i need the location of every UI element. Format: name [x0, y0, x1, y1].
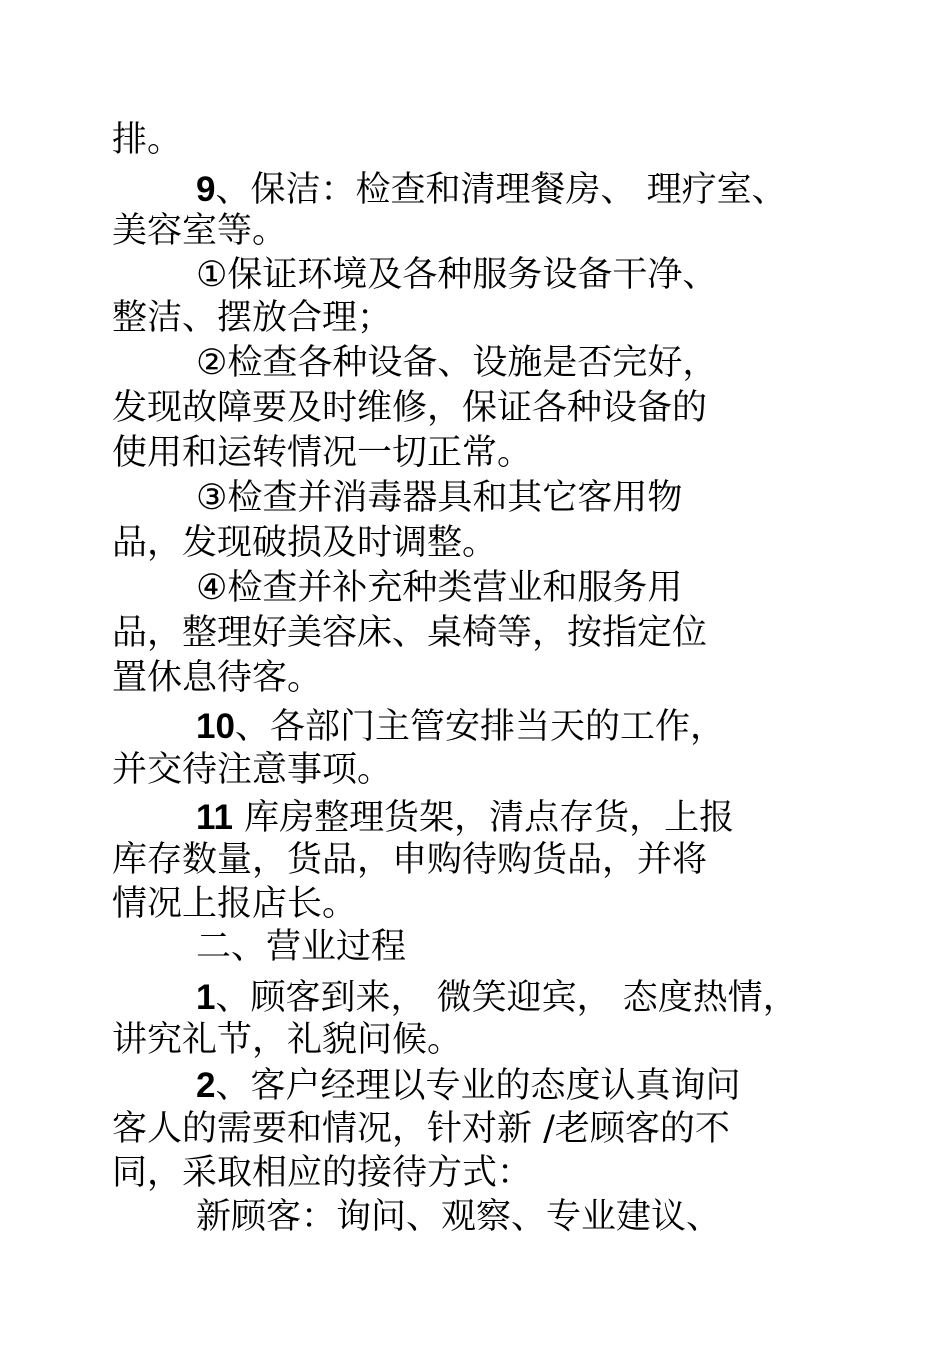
line-text: 置休息待客。 — [112, 658, 323, 698]
text-line — [196, 168, 787, 212]
line-text: 使用和运转情况一切正常。 — [112, 433, 533, 473]
text-line — [112, 748, 392, 792]
line-text: 、保洁：检查和清理餐房、 理疗室、 — [215, 170, 787, 210]
text-line — [196, 1195, 721, 1239]
text-line — [112, 838, 707, 882]
text-line — [112, 118, 182, 162]
text-line — [196, 1064, 740, 1108]
line-text: ③检查并消毒器具和其它客用物 — [196, 478, 683, 518]
line-text: 二、营业过程 — [196, 927, 407, 967]
line-text: 、各部门主管安排当天的工作， — [234, 707, 725, 747]
line-text: 美容室等。 — [112, 211, 288, 251]
item-number: 2 — [196, 1066, 216, 1105]
line-text: 讲究礼节，礼貌问候。 — [112, 1020, 463, 1060]
text-line — [196, 796, 734, 840]
line-text: ④检查并补充种类营业和服务用 — [196, 568, 683, 608]
line-text: 排。 — [112, 120, 183, 160]
line-text: ①保证环境及各种服务设备干净、 — [196, 255, 718, 295]
line-text: 同，采取相应的接待方式： — [112, 1153, 533, 1193]
text-line — [196, 476, 682, 520]
text-line — [112, 1018, 462, 1062]
line-text: 品，发现破损及时调整。 — [112, 523, 498, 563]
item-number: 11 — [196, 798, 233, 837]
text-line — [196, 566, 682, 610]
item-number: 9 — [196, 170, 216, 209]
text-line — [112, 882, 357, 926]
text-line — [112, 386, 707, 430]
text-line — [196, 976, 798, 1020]
item-number: 1 — [196, 978, 216, 1017]
line-text: 发现故障要及时维修，保证各种设备的 — [112, 388, 708, 428]
text-line — [196, 341, 717, 385]
text-line — [112, 296, 392, 340]
text-line — [112, 209, 287, 253]
text-line — [112, 521, 497, 565]
line-text: 并交待注意事项。 — [112, 750, 393, 790]
text-line — [196, 253, 717, 297]
line-text: ②检查各种设备、设施是否完好， — [196, 343, 718, 383]
text-line — [112, 1107, 730, 1151]
line-text: 库存数量，货品，申购待购货品，并将 — [112, 840, 708, 880]
text-line — [112, 1151, 532, 1195]
line-text: 、客户经理以专业的态度认真询问 — [215, 1066, 741, 1106]
text-line — [196, 705, 725, 749]
item-number: 10 — [196, 707, 235, 746]
line-text: 情况上报店长。 — [112, 884, 358, 924]
line-text: 、顾客到来， 微笑迎宾， 态度热情， — [215, 978, 798, 1018]
line-text: 整洁、摆放合理； — [112, 298, 393, 338]
text-line — [112, 611, 707, 655]
text-line — [112, 656, 322, 700]
line-text: 客人的需要和情况，针对新 /老顾客的不 — [112, 1109, 730, 1149]
line-text: 库房整理货架，清点存货，上报 — [233, 798, 735, 838]
line-text: 品，整理好美容床、桌椅等，按指定位 — [112, 613, 708, 653]
text-line — [112, 431, 532, 475]
line-text: 新顾客：询问、观察、专业建议、 — [196, 1197, 722, 1237]
section-heading — [196, 925, 406, 969]
